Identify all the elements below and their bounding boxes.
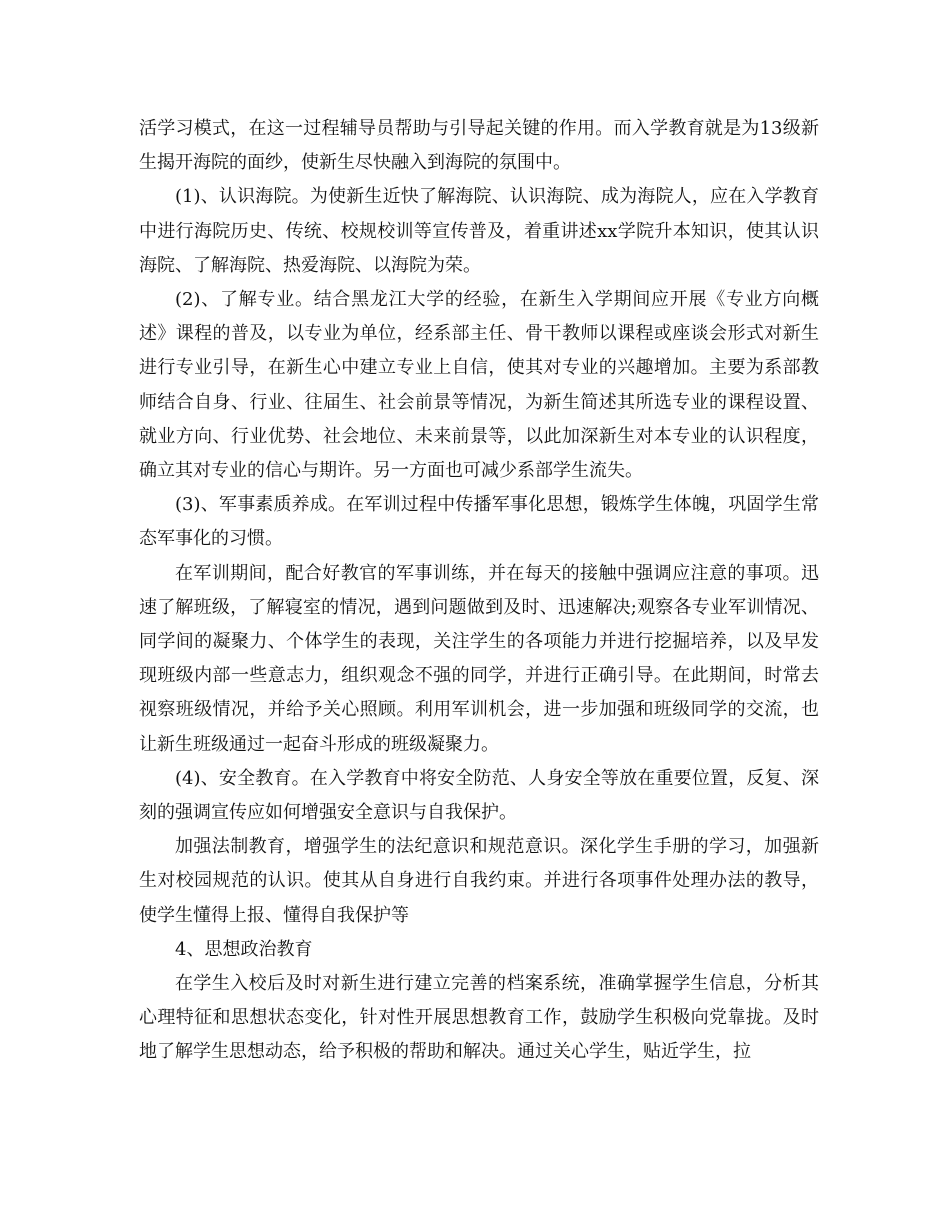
paragraph-6: (4)、安全教育。在入学教育中将安全防范、人身安全等放在重要位置，反复、深刻的强调宣传应如何增强安全意识与自我保护。 [139,767,819,824]
paragraph-1: 活学习模式，在这一过程辅导员帮助与引导起关键的作用。而入学教育就是为13级新生揭开海院的面纱，使新生尽快融入到海院的氛围中。 [139,118,819,174]
document-body [139,112,819,1070]
section-heading: 4、思想政治教育 [175,938,313,960]
paragraph-2: (1)、认识海院。为使新生近快了解海院、认识海院、成为海院人，应在入学教育中进行海院历史、传统、校规校训等宣传普及，着重讲述xx学院升本知识，使其认识海院、了解海院、热爱海院、以海院为荣。 [139,186,819,276]
paragraph-5: 在军训期间，配合好教官的军事训练，并在每天的接触中强调应注意的事项。迅速了解班级，了解寝室的情况，遇到问题做到及时、迅速解决;观察各专业军训情况、同学间的凝聚力、个体学生的表现，关注学生的各项能力并进行挖掘培养，以及早发现班级内部一些意志力，组织观念不强的同学，并进行正确引导。在此期间，时常去视察班级情况，并给予关心照顾。利用军训机会，进一步加强和班级同学的交流，也让新生班级通过一起奋斗形成的班级凝聚力。 [139,562,819,755]
paragraph-3: (2)、了解专业。结合黑龙江大学的经验，在新生入学期间应开展《专业方向概述》课程的普及，以专业为单位，经系部主任、骨干教师以课程或座谈会形式对新生进行专业引导，在新生心中建立专业上自信，使其对专业的兴趣增加。主要为系部教师结合自身、行业、往届生、社会前景等情况，为新生简述其所选专业的课程设置、就业方向、行业优势、社会地位、未来前景等，以此加深新生对本专业的认识程度，确立其对专业的信心与期许。另一方面也可减少系部学生流失。 [139,289,819,482]
paragraph-8: 在学生入校后及时对新生进行建立完善的档案系统，准确掌握学生信息，分析其心理特征和思想状态变化，针对性开展思想教育工作，鼓励学生积极向党靠拢。及时地了解学生思想动态，给予积极的帮助和解决。通过关心学生，贴近学生，拉 [139,973,819,1063]
paragraph-4: (3)、军事素质养成。在军训过程中传播军事化思想，锻炼学生体魄，巩固学生常态军事化的习惯。 [139,494,819,550]
paragraph-7: 加强法制教育，增强学生的法纪意识和规范意识。深化学生手册的学习，加强新生对校园规范的认识。使其从自身进行自我约束。并进行各项事件处理办法的教导，使学生懂得上报、懂得自我保护等 [139,836,819,926]
